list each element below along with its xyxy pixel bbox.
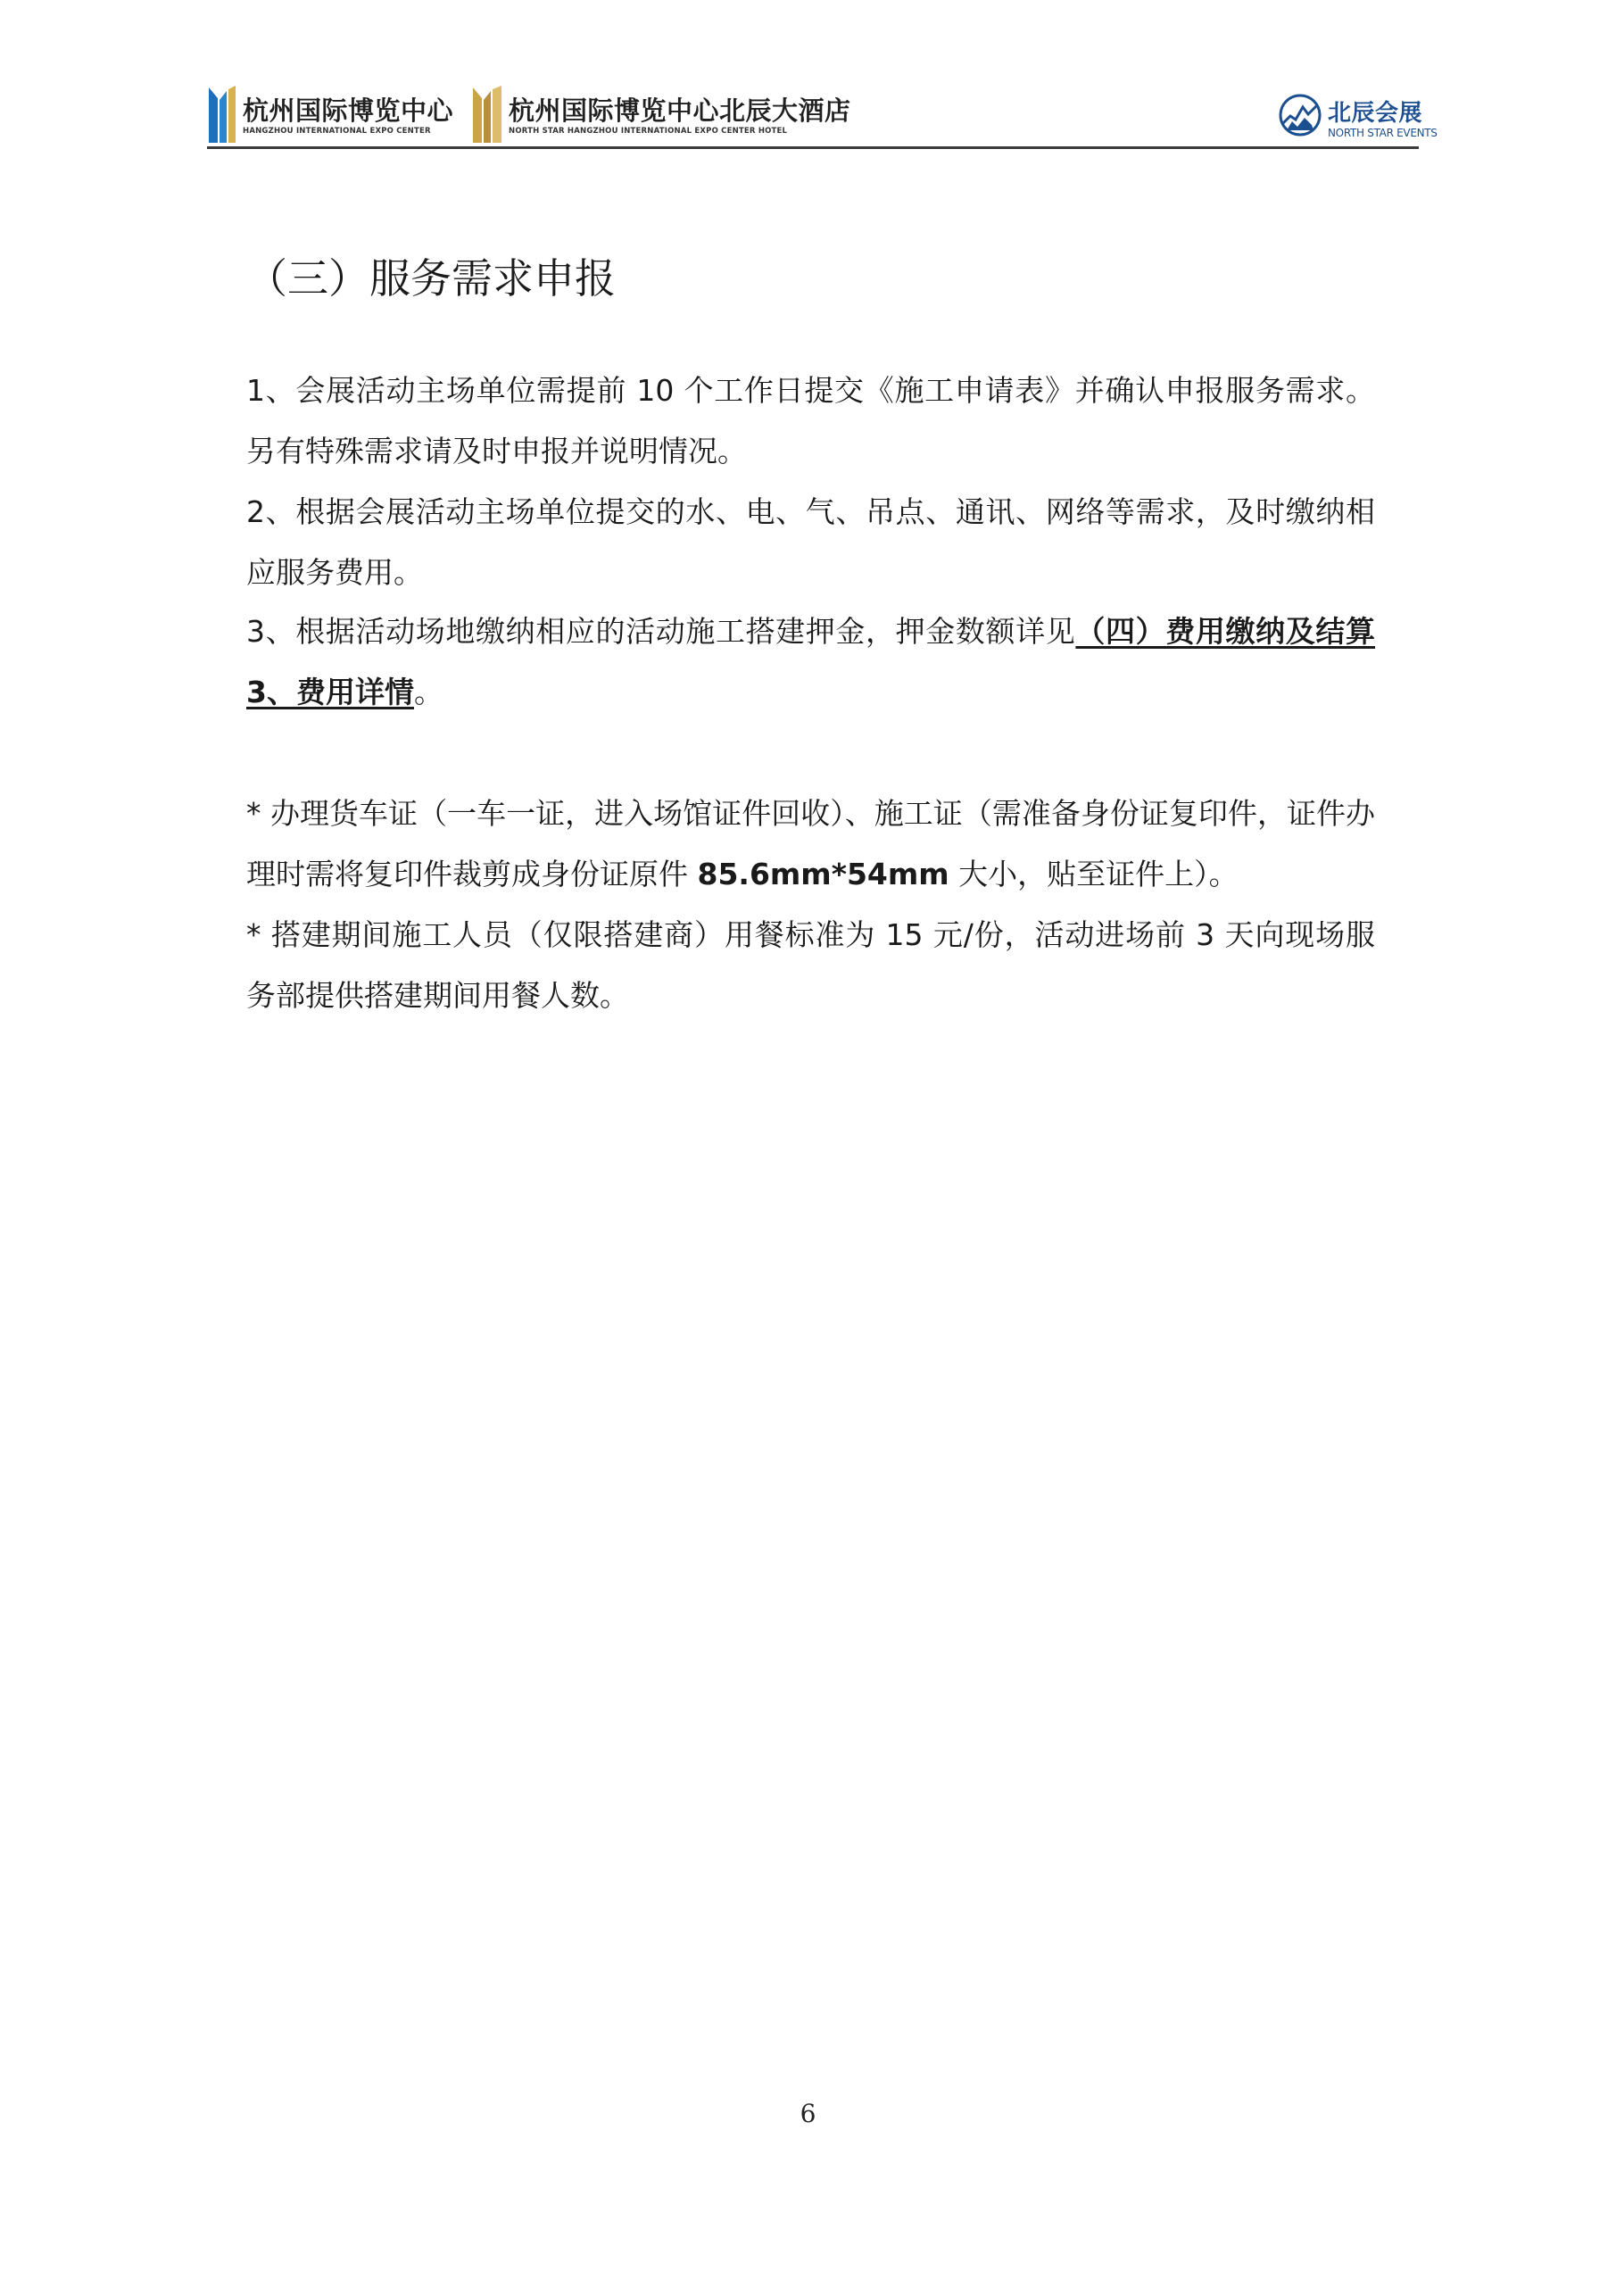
north-star-logo-name-cn: 北辰会展 [1328,100,1423,127]
page-number: 6 [800,2099,816,2128]
north-star-logo-name-en: NORTH STAR EVENTS [1328,127,1438,139]
requirement-item-3 [246,601,1375,723]
expo-center-logo [207,82,466,145]
north-star-events-logo-icon [1278,93,1322,137]
hotel-logo-name-cn: 杭州国际博览中心北辰大酒店 [509,95,851,126]
id-card-size: 85.6mm*54mm [697,857,949,891]
section-title: （三）服务需求申报 [246,254,616,303]
north-star-events-logo [1278,82,1438,145]
note-permits-end: 大小，贴至证件上）。 [949,857,1239,891]
page-header [207,82,1438,150]
requirement-item-3-end: 。 [413,675,443,709]
requirement-item-3-text: 3、根据活动场地缴纳相应的活动施工搭建押金，押金数额详见 [246,614,1076,649]
expo-logo-icon [207,86,237,145]
fee-details-reference: （四）费用缴纳及结算 3、费用详情 [246,614,1376,709]
note-permits-text: * 办理货车证（一车一证，进入场馆证件回收）、施工证（需准备身份证复印件，证件办理时需将复印件裁剪成身份证原件 [246,796,1375,891]
header-divider [207,146,1419,149]
hotel-logo-icon [471,86,503,145]
hotel-logo-name-en: NORTH STAR HANGZHOU INTERNATIONAL EXPO CENTER HOTEL [509,127,788,136]
expo-logo-name-cn: 杭州国际博览中心 [243,95,454,126]
expo-logo-name-en: HANGZHOU INTERNATIONAL EXPO CENTER [243,127,431,136]
requirement-item-1: 1、会展活动主场单位需提前 10 个工作日提交《施工申请表》并确认申报服务需求。另有特殊需求请及时申报并说明情况。 [246,373,1375,468]
requirement-item-2: 2、根据会展活动主场单位提交的水、电、气、吊点、通讯、网络等需求，及时缴纳相应服务费用。 [246,494,1375,590]
note-permits [246,783,1375,905]
hotel-logo [471,82,851,145]
note-meals: * 搭建期间施工人员（仅限搭建商）用餐标准为 15 元/份，活动进场前 3 天向现场服务部提供搭建期间用餐人数。 [246,917,1375,1013]
